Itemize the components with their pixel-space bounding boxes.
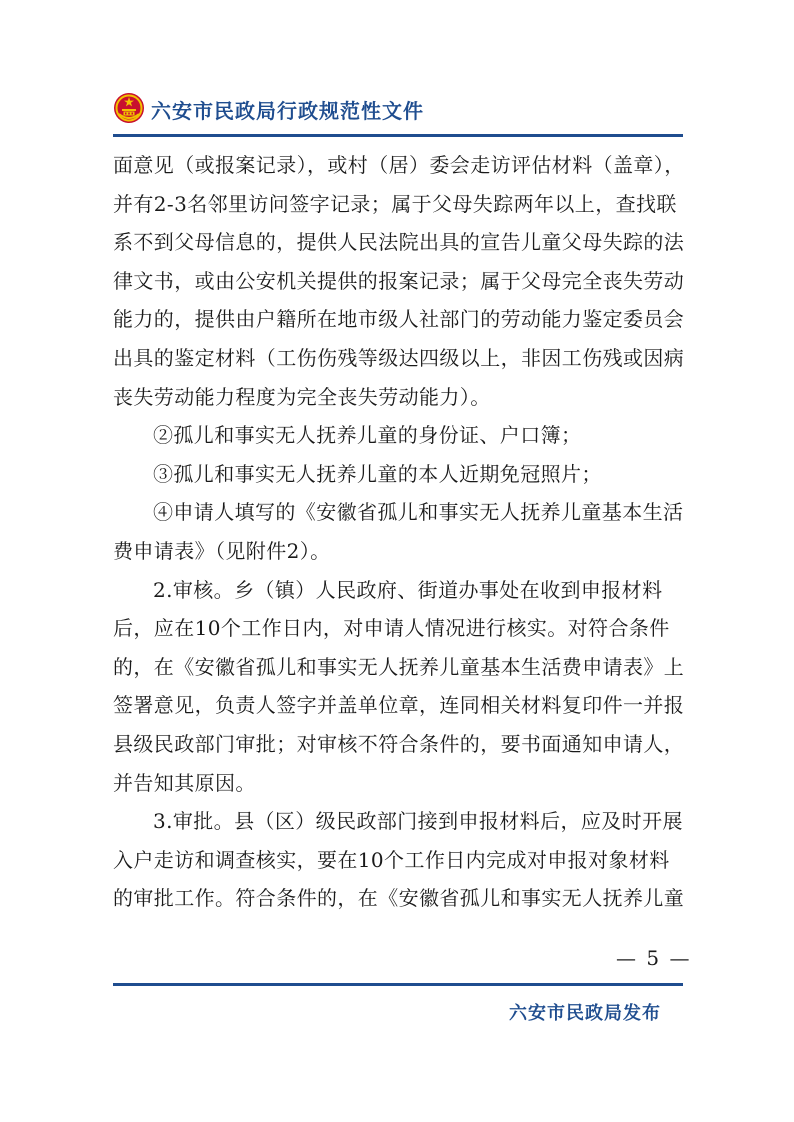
document-body xyxy=(113,146,685,918)
body-paragraph: 2.审核。乡（镇）人民政府、街道办事处在收到申报材料后，应在10个工作日内，对申请人情况进行核实。对符合条件的，在《安徽省孤儿和事实无人抚养儿童基本生活费申请表》上签署意见，负责人签字并盖单位章，连同相关材料复印件一并报县级民政部门审批；对审核不符合条件的，要书面通知申请人，并告知其原因。 xyxy=(113,577,685,795)
body-paragraph: ③孤儿和事实无人抚养儿童的本人近期免冠照片； xyxy=(153,461,602,486)
footer-publisher: 六安市民政局发布 xyxy=(509,1003,661,1024)
body-paragraph: ②孤儿和事实无人抚养儿童的身份证、户口簿； xyxy=(153,423,582,448)
page-number: — 5 — xyxy=(616,946,692,970)
national-emblem-icon xyxy=(113,92,145,124)
document-header xyxy=(113,88,683,132)
header-divider xyxy=(113,134,683,137)
footer-divider xyxy=(113,983,683,986)
header-title: 六安市民政局行政规范性文件 xyxy=(151,99,424,123)
body-paragraph: 面意见（或报案记录），或村（居）委会走访评估材料（盖章），并有2-3名邻里访问签字记录；属于父母失踪两年以上，查找联系不到父母信息的，提供人民法院出具的宣告儿童父母失踪的法律文书，或由公安机关提供的报案记录；属于父母完全丧失劳动能力的，提供由户籍所在地市级人社部门的劳动能力鉴定委员会出具的鉴定材料（工伤伤残等级达四级以上，非因工伤残或因病丧失劳动能力程度为完全丧失劳动能力）。 xyxy=(113,153,685,409)
body-paragraph: ④申请人填写的《安徽省孤儿和事实无人抚养儿童基本生活费申请表》（见附件2）。 xyxy=(113,500,684,563)
body-paragraph: 3.审批。县（区）级民政部门接到申报材料后，应及时开展入户走访和调查核实，要在10个工作日内完成对申报对象材料的审批工作。符合条件的，在《安徽省孤儿和事实无人抚养儿童 xyxy=(113,809,685,911)
